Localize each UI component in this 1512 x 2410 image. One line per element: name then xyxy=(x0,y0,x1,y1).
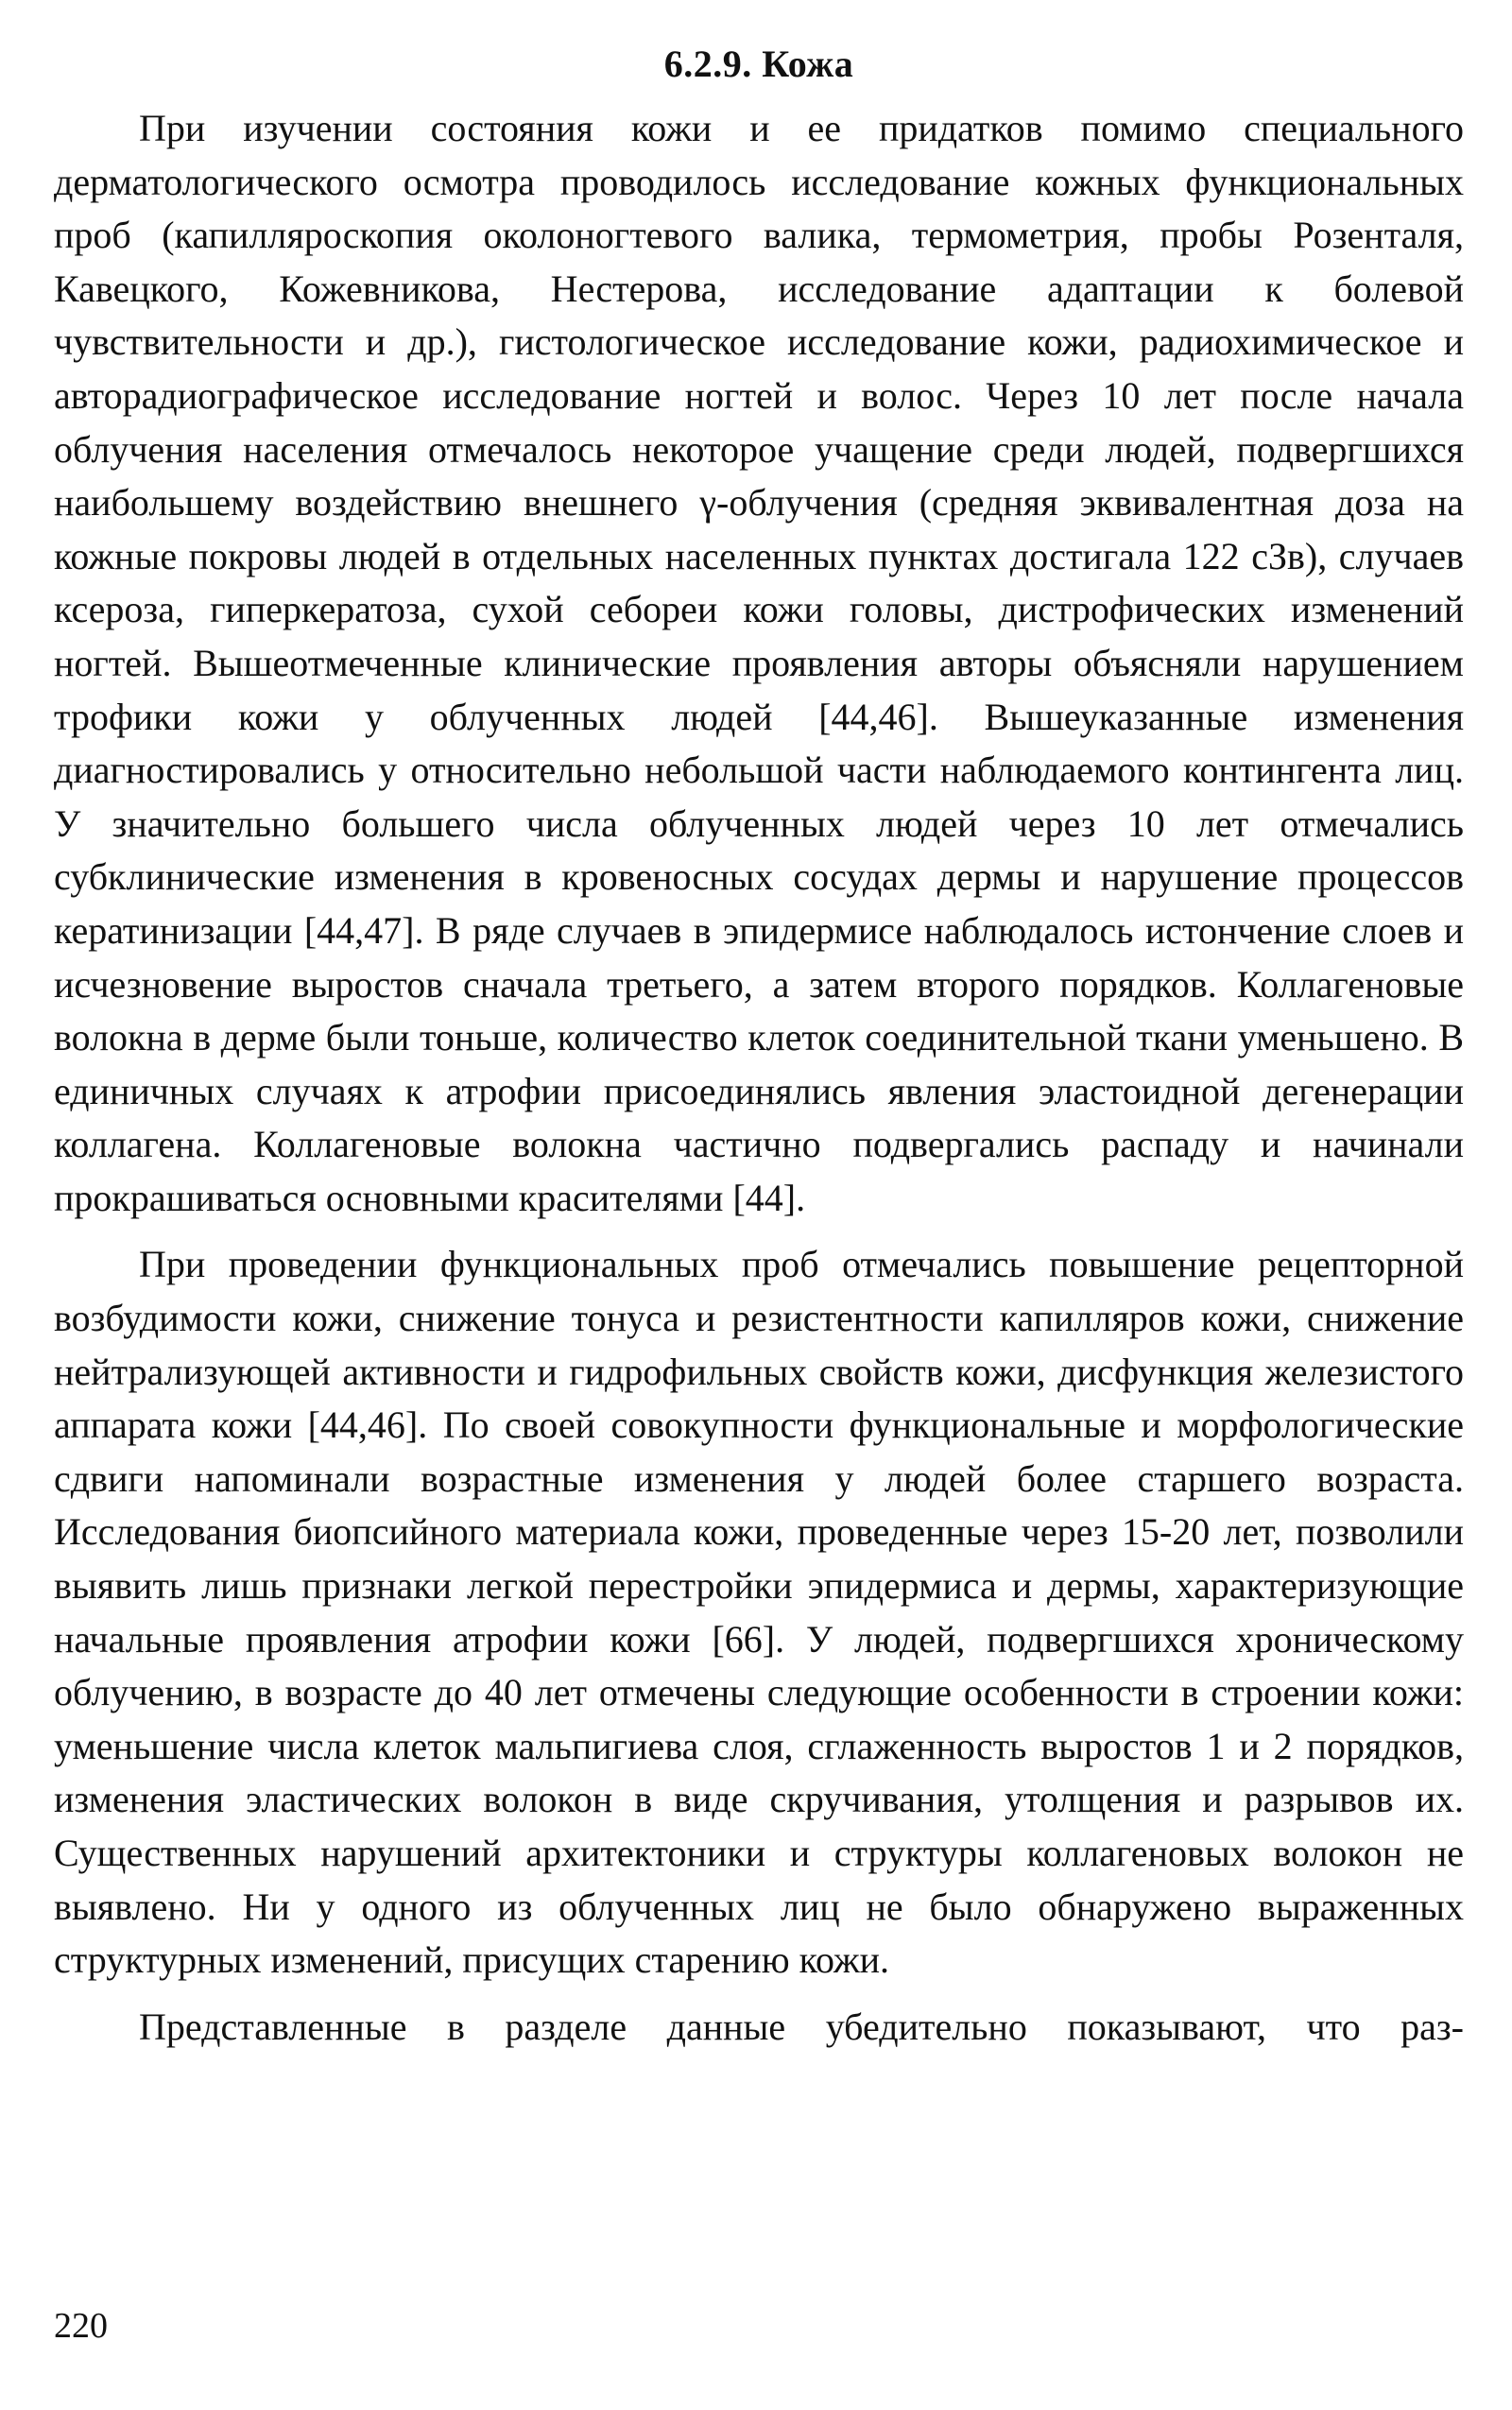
section-heading: 6.2.9. Кожа xyxy=(663,43,854,85)
body-paragraph-2: При проведении функциональных проб отмечались повышение рецепторной возбудимости кожи, снижение тонуса и резистентности капилляров кожи, снижение нейтрализующей активности и гидрофильных свойств кожи, дисфункция железистого аппарата кожи [44,46]. По своей совокупности функциональные и морфологические сдвиги напоминали возрастные изменения у людей более старшего возраста. Исследования биопсийного материала кожи, проведенные через 15-20 лет, позволили выявить лишь признаки легкой перестройки эпидермиса и дермы, характеризующие начальные проявления атрофии кожи [66]. У людей, подвергшихся хроническому облучению, в возрасте до 40 лет отмечены следующие особенности в строении кожи: уменьшение числа клеток мальпигиева слоя, сглаженность выростов 1 и 2 порядков, изменения эластических волокон в виде скручивания, утолщения и разрывов их. Существенных нарушений архитектоники и структуры коллагеновых волокон не выявлено. Ни у одного из облученных лиц не было обнаружено выраженных структурных изменений, присущих старению кожи. xyxy=(54,1243,1464,1982)
page-number: 220 xyxy=(54,2306,108,2346)
body-paragraph-1: При изучении состояния кожи и ее придатков помимо специального дерматологического осмотра проводилось исследование кожных функциональных проб (капилляроскопия околоногтевого валика, термометрия, пробы Розенталя, Кавецкого, Кожевникова, Нестерова, исследование адаптации к болевой чувствительности и др.), гистологическое исследование кожи, радиохимическое и авторадиографическое исследование ногтей и волос. Через 10 лет после начала облучения населения отмечалось некоторое учащение среди людей, подвергшихся наибольшему воздействию внешнего γ-облучения (средняя эквивалентная доза на кожные покровы людей в отдельных населенных пунктах достигала 122 сЗв), случаев ксероза, гиперкератоза, сухой себореи кожи головы, дистрофических изменений ногтей. Вышеотмеченные клинические проявления авторы объясняли нарушением трофики кожи у облученных людей [44,46]. Вышеуказанные изменения диагностировались у относительно небольшой части наблюдаемого контингента лиц. У значительно большего числа облученных людей через 10 лет отмечались субклинические изменения в кровеносных сосудах дермы и нарушение процессов кератинизации [44,47]. В ряде случаев в эпидермисе наблюдалось истончение слоев и исчезновение выростов сначала третьего, а затем второго порядков. Коллагеновые волокна в дерме были тоньше, количество клеток соединительной ткани уменьшено. В единичных случаях к атрофии присоединялись явления эластоидной дегенерации коллагена. Коллагеновые волокна частично подвергались распаду и начинали прокрашиваться основными красителями [44]. xyxy=(54,107,1464,1219)
body-paragraph-3: Представленные в разделе данные убедительно показывают, что раз- xyxy=(139,2005,1464,2048)
document-page xyxy=(54,40,1464,2374)
